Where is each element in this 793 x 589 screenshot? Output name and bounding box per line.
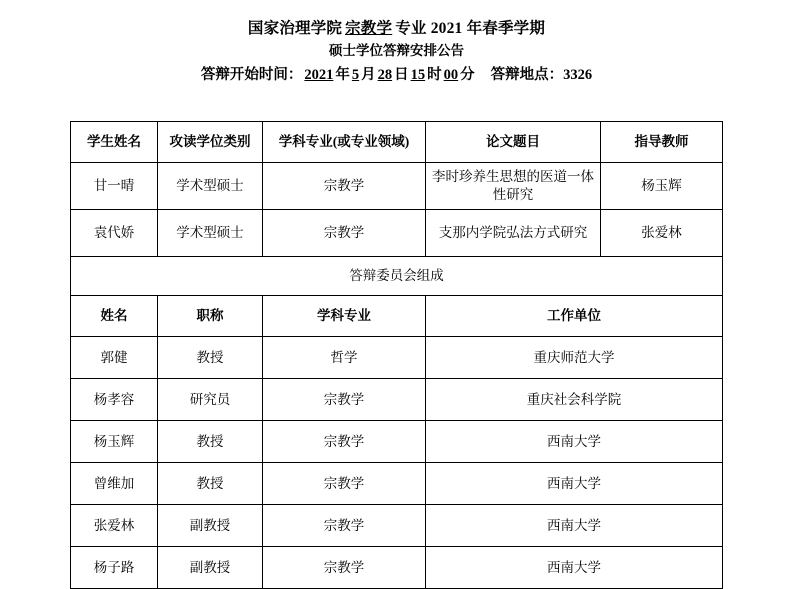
defense-month: 5 — [351, 67, 360, 83]
committee-name: 杨子路 — [71, 547, 158, 589]
committee-major: 宗教学 — [263, 379, 426, 421]
committee-unit: 西南大学 — [426, 505, 723, 547]
col-committee-unit: 工作单位 — [426, 296, 723, 337]
defense-month-unit: 月 — [361, 67, 376, 83]
committee-header-row — [71, 296, 723, 337]
student-major: 宗教学 — [263, 163, 426, 210]
committee-major: 宗教学 — [263, 505, 426, 547]
col-student-name: 学生姓名 — [71, 122, 158, 163]
committee-unit: 西南大学 — [426, 463, 723, 505]
student-advisor: 张爱林 — [601, 210, 723, 257]
committee-major: 哲学 — [263, 337, 426, 379]
defense-place-label: 答辩地点： — [490, 67, 564, 83]
student-degree-type: 学术型硕士 — [158, 163, 263, 210]
defense-place-value: 3326 — [563, 67, 593, 83]
table-row — [71, 421, 723, 463]
col-degree-type: 攻读学位类别 — [158, 122, 263, 163]
committee-title: 副教授 — [158, 505, 263, 547]
table-row — [71, 337, 723, 379]
defense-time-label: 答辩开始时间： — [200, 67, 303, 83]
committee-name: 郭健 — [71, 337, 158, 379]
table-row — [71, 379, 723, 421]
defense-hour-unit: 时 — [427, 67, 442, 83]
defense-arrangement-table — [70, 121, 723, 589]
committee-unit: 西南大学 — [426, 547, 723, 589]
student-thesis: 支那内学院弘法方式研究 — [426, 210, 601, 257]
defense-minute: 00 — [443, 67, 459, 83]
committee-title: 教授 — [158, 337, 263, 379]
student-degree-type: 学术型硕士 — [158, 210, 263, 257]
col-committee-major: 学科专业 — [263, 296, 426, 337]
committee-title: 教授 — [158, 463, 263, 505]
col-major: 学科专业(或专业领域) — [263, 122, 426, 163]
col-committee-title: 职称 — [158, 296, 263, 337]
committee-unit: 重庆师范大学 — [426, 337, 723, 379]
committee-name: 曾维加 — [71, 463, 158, 505]
table-header-row — [71, 122, 723, 163]
committee-name: 杨孝容 — [71, 379, 158, 421]
student-major: 宗教学 — [263, 210, 426, 257]
col-advisor: 指导教师 — [601, 122, 723, 163]
defense-day: 28 — [377, 67, 393, 83]
defense-year: 2021 — [304, 67, 334, 83]
page-subtitle: 硕士学位答辩安排公告 — [329, 43, 464, 58]
committee-title: 副教授 — [158, 547, 263, 589]
committee-major: 宗教学 — [263, 547, 426, 589]
table-row — [71, 210, 723, 257]
page-title — [0, 18, 793, 40]
student-thesis: 李时珍养生思想的医道一体性研究 — [426, 163, 601, 210]
table-row — [71, 463, 723, 505]
col-thesis-title: 论文题目 — [426, 122, 601, 163]
committee-unit: 重庆社会科学院 — [426, 379, 723, 421]
committee-name: 张爱林 — [71, 505, 158, 547]
document-header — [0, 0, 793, 87]
committee-section-title-row — [71, 257, 723, 296]
student-name: 甘一晴 — [71, 163, 158, 210]
committee-section-title: 答辩委员会组成 — [71, 257, 723, 296]
table-row — [71, 163, 723, 210]
defense-year-unit: 年 — [335, 67, 350, 83]
defense-minute-unit: 分 — [460, 67, 475, 83]
committee-title: 教授 — [158, 421, 263, 463]
title-mid: 专业 2021 年春季学期 — [395, 20, 546, 37]
title-major: 宗教学 — [345, 20, 393, 37]
committee-unit: 西南大学 — [426, 421, 723, 463]
col-committee-name: 姓名 — [71, 296, 158, 337]
student-name: 袁代娇 — [71, 210, 158, 257]
committee-major: 宗教学 — [263, 421, 426, 463]
title-prefix: 国家治理学院 — [247, 20, 343, 37]
student-advisor: 杨玉辉 — [601, 163, 723, 210]
committee-major: 宗教学 — [263, 463, 426, 505]
defense-info-line — [0, 63, 793, 87]
committee-name: 杨玉辉 — [71, 421, 158, 463]
committee-title: 研究员 — [158, 379, 263, 421]
table-row — [71, 505, 723, 547]
defense-hour: 15 — [410, 67, 426, 83]
defense-day-unit: 日 — [394, 67, 409, 83]
table-row — [71, 547, 723, 589]
